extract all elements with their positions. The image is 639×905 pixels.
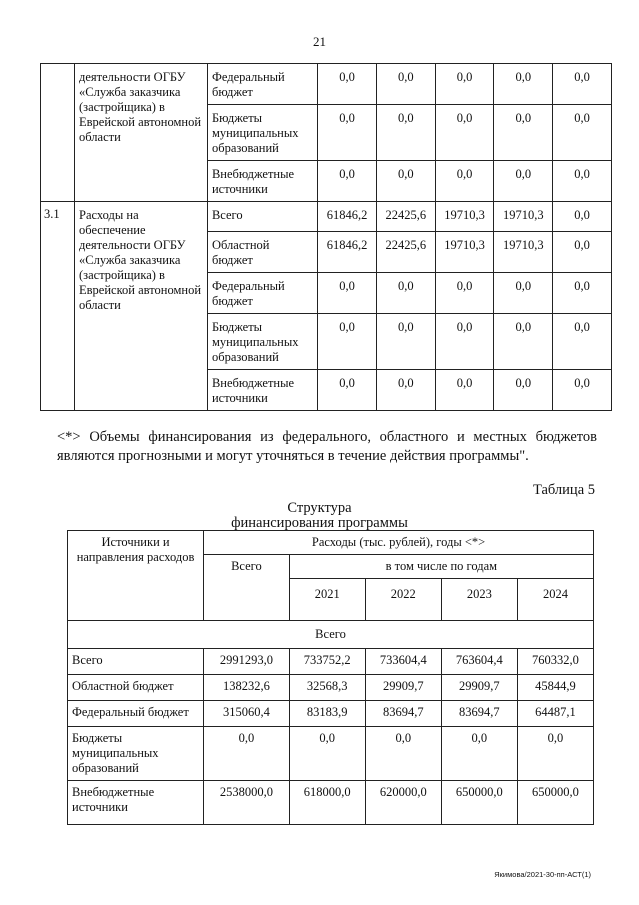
value-cell: 618000,0 — [289, 781, 365, 825]
header-expenses: Расходы (тыс. рублей), годы <*> — [204, 531, 594, 555]
table-row — [41, 202, 612, 232]
table-row — [68, 781, 594, 825]
row-label: Всего — [68, 649, 204, 675]
financing-structure-table — [67, 530, 594, 825]
value-cell: 0,0 — [494, 273, 553, 314]
value-cell: 83694,7 — [365, 701, 441, 727]
section-row — [68, 621, 594, 649]
item-name-cell: деятельности ОГБУ «Служба заказчика (застройщика) в Еврейской автономной области — [75, 64, 208, 202]
value-cell: 22425,6 — [376, 202, 435, 232]
value-cell: 0,0 — [318, 314, 377, 370]
value-cell: 650000,0 — [441, 781, 517, 825]
source-cell: Внебюджетные источники — [207, 161, 317, 202]
value-cell: 0,0 — [517, 727, 593, 781]
value-cell: 61846,2 — [318, 202, 377, 232]
value-cell: 0,0 — [376, 314, 435, 370]
value-cell: 19710,3 — [494, 232, 553, 273]
value-cell: 0,0 — [376, 105, 435, 161]
value-cell: 733752,2 — [289, 649, 365, 675]
value-cell: 2991293,0 — [204, 649, 290, 675]
value-cell: 29909,7 — [441, 675, 517, 701]
value-cell: 0,0 — [494, 161, 553, 202]
value-cell: 0,0 — [435, 370, 494, 411]
value-cell: 0,0 — [494, 314, 553, 370]
value-cell: 61846,2 — [318, 232, 377, 273]
value-cell: 138232,6 — [204, 675, 290, 701]
structure-title-line1: Структура — [287, 500, 352, 516]
value-cell: 0,0 — [494, 370, 553, 411]
value-cell: 0,0 — [553, 273, 612, 314]
row-label: Бюджеты муниципальных образований — [68, 727, 204, 781]
value-cell: 0,0 — [318, 273, 377, 314]
value-cell: 0,0 — [289, 727, 365, 781]
source-cell: Бюджеты муниципальных образований — [207, 314, 317, 370]
source-cell: Областной бюджет — [207, 232, 317, 273]
value-cell: 0,0 — [435, 273, 494, 314]
value-cell: 0,0 — [553, 202, 612, 232]
value-cell: 0,0 — [318, 105, 377, 161]
page-number: 21 — [313, 34, 326, 49]
value-cell: 19710,3 — [494, 202, 553, 232]
value-cell: 650000,0 — [517, 781, 593, 825]
value-cell: 620000,0 — [365, 781, 441, 825]
value-cell: 763604,4 — [441, 649, 517, 675]
document-stamp: Якимова/2021-30-пп-АСТ(1) — [494, 870, 591, 879]
header-row — [68, 531, 594, 555]
value-cell: 45844,9 — [517, 675, 593, 701]
value-cell: 0,0 — [376, 370, 435, 411]
header-year: 2022 — [365, 579, 441, 621]
value-cell: 0,0 — [435, 314, 494, 370]
value-cell: 0,0 — [553, 370, 612, 411]
value-cell: 0,0 — [365, 727, 441, 781]
value-cell: 29909,7 — [365, 675, 441, 701]
value-cell: 32568,3 — [289, 675, 365, 701]
table-row — [68, 675, 594, 701]
value-cell: 0,0 — [435, 161, 494, 202]
financing-table-continued — [40, 63, 612, 411]
value-cell: 315060,4 — [204, 701, 290, 727]
value-cell: 0,0 — [494, 105, 553, 161]
value-cell: 0,0 — [318, 64, 377, 105]
structure-title-line2: финансирования программы — [231, 515, 408, 531]
value-cell: 0,0 — [553, 64, 612, 105]
value-cell: 0,0 — [553, 161, 612, 202]
value-cell: 0,0 — [494, 64, 553, 105]
table-label: Таблица 5 — [532, 482, 595, 498]
value-cell: 83183,9 — [289, 701, 365, 727]
value-cell: 0,0 — [553, 314, 612, 370]
header-year: 2021 — [289, 579, 365, 621]
header-total: Всего — [204, 555, 290, 621]
table-row — [41, 64, 612, 105]
section-label: Всего — [68, 621, 594, 649]
value-cell: 760332,0 — [517, 649, 593, 675]
value-cell: 0,0 — [441, 727, 517, 781]
value-cell: 0,0 — [318, 161, 377, 202]
value-cell: 0,0 — [435, 64, 494, 105]
value-cell: 0,0 — [204, 727, 290, 781]
row-label: Внебюджетные источники — [68, 781, 204, 825]
table-row — [68, 649, 594, 675]
footnote: <*> Объемы финансирования из федерального, областного и местных бюджетов являются прогнозными и могут уточняться в течение действия программы". — [57, 429, 597, 464]
value-cell: 2538000,0 — [204, 781, 290, 825]
value-cell: 64487,1 — [517, 701, 593, 727]
value-cell: 0,0 — [435, 105, 494, 161]
source-cell: Федеральный бюджет — [207, 273, 317, 314]
value-cell: 22425,6 — [376, 232, 435, 273]
header-sources: Источники и направления расходов — [68, 531, 204, 621]
source-cell: Федеральный бюджет — [207, 64, 317, 105]
value-cell: 0,0 — [376, 273, 435, 314]
header-year: 2024 — [517, 579, 593, 621]
table-row — [68, 701, 594, 727]
source-cell: Внебюджетные источники — [207, 370, 317, 411]
structure-title — [0, 501, 639, 531]
source-cell: Бюджеты муниципальных образований — [207, 105, 317, 161]
value-cell: 0,0 — [376, 161, 435, 202]
table-row — [68, 727, 594, 781]
value-cell: 0,0 — [318, 370, 377, 411]
value-cell: 19710,3 — [435, 232, 494, 273]
row-label: Федеральный бюджет — [68, 701, 204, 727]
item-name-cell: Расходы на обеспечение деятельности ОГБУ «Служба заказчика (застройщика) в Еврейской автономной области — [75, 202, 208, 411]
value-cell: 83694,7 — [441, 701, 517, 727]
item-number-cell: 3.1 — [41, 202, 75, 411]
header-year: 2023 — [441, 579, 517, 621]
value-cell: 733604,4 — [365, 649, 441, 675]
source-cell: Всего — [207, 202, 317, 232]
row-label: Областной бюджет — [68, 675, 204, 701]
value-cell: 0,0 — [553, 232, 612, 273]
value-cell: 19710,3 — [435, 202, 494, 232]
value-cell: 0,0 — [376, 64, 435, 105]
value-cell: 0,0 — [553, 105, 612, 161]
header-by-years: в том числе по годам — [289, 555, 593, 579]
item-number-cell — [41, 64, 75, 202]
